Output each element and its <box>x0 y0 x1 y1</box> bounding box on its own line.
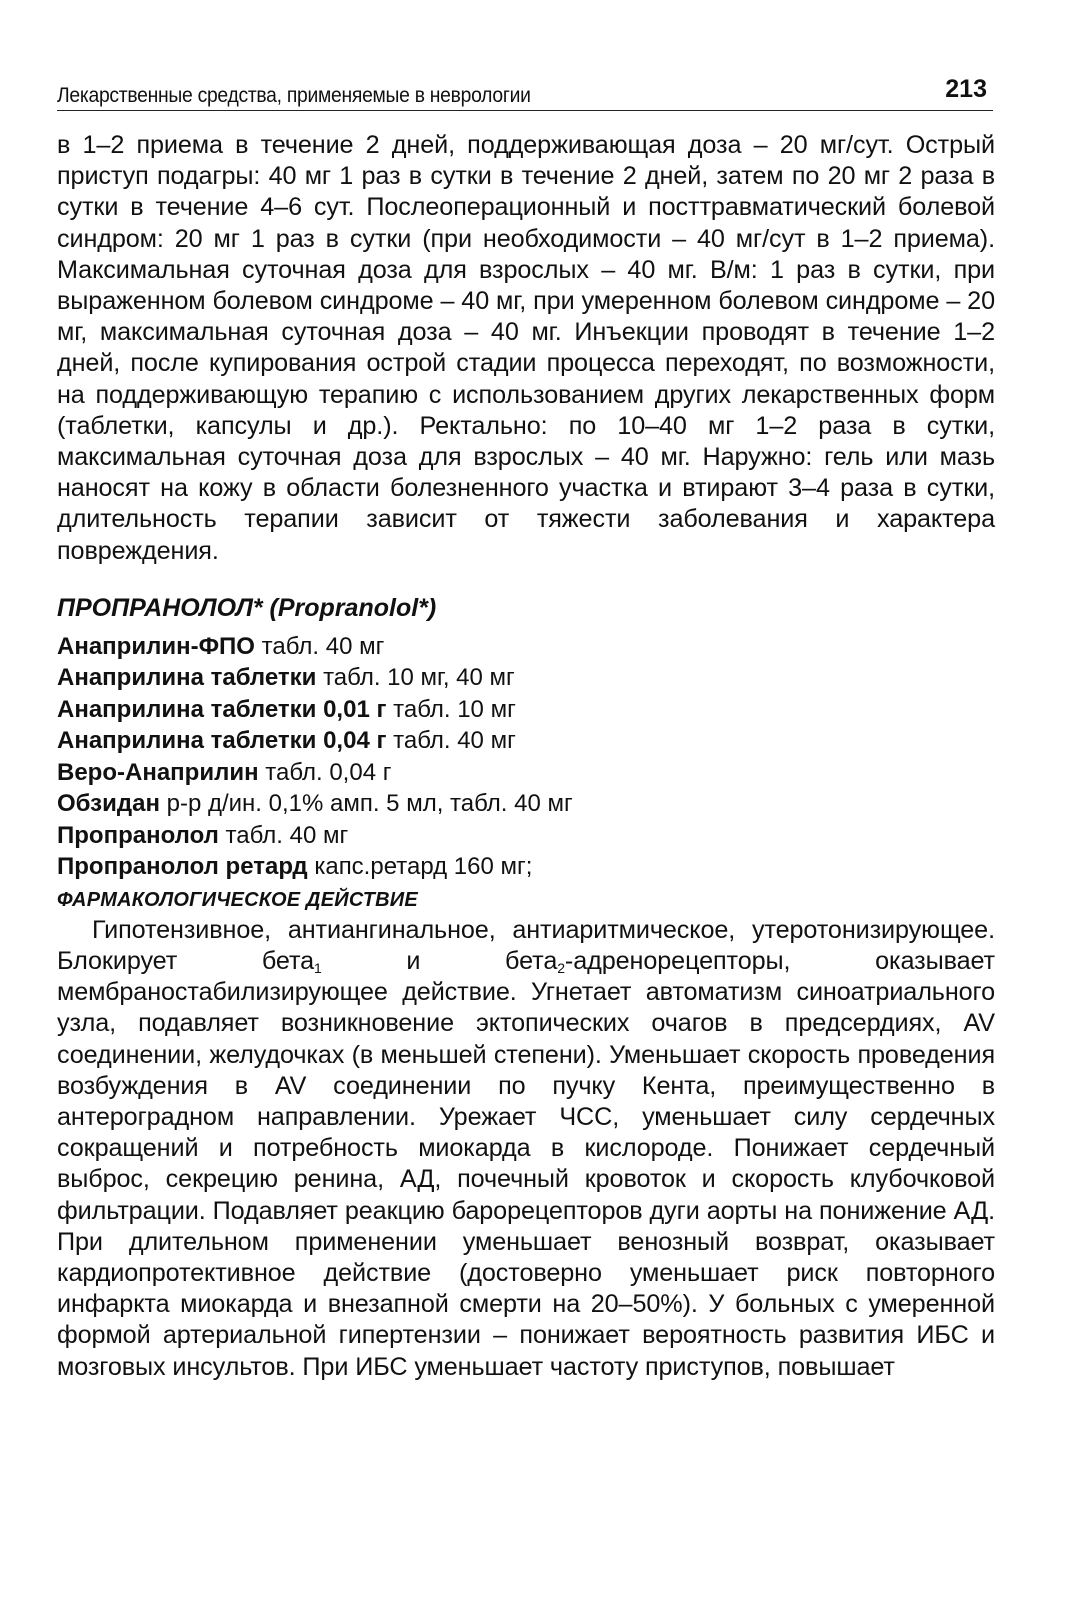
preparation-form: табл. 40 мг <box>225 821 349 849</box>
preparation-name: Анаприлина таблетки <box>57 664 317 692</box>
preparation-name: Пропранолол <box>57 821 219 849</box>
preparation-item <box>57 631 995 663</box>
preparation-item <box>57 694 995 726</box>
pharmacology-heading: ФАРМАКОЛОГИЧЕСКОЕ ДЕЙСТВИЕ <box>57 888 418 911</box>
preparation-form: табл. 0,04 г <box>265 758 392 786</box>
subscript-two: 2 <box>557 960 565 977</box>
preparation-name: Пропранолол ретард <box>57 853 308 881</box>
preparation-form: табл. 40 мг <box>261 632 385 660</box>
preparation-item <box>57 820 995 852</box>
preparation-name: Анаприлин-ФПО <box>57 632 255 660</box>
running-header <box>57 75 993 111</box>
preparation-form: капс.ретард 160 мг; <box>314 853 533 881</box>
preparation-item <box>57 788 995 820</box>
preparation-list <box>57 631 995 883</box>
preparation-name: Анаприлина таблетки 0,04 г <box>57 727 387 755</box>
preparation-item <box>57 662 995 694</box>
running-title: Лекарственные средства, применяемые в неврологии <box>57 84 531 107</box>
preparation-name: Обзидан <box>57 790 160 818</box>
intro-paragraph: в 1–2 приема в течение 2 дней, поддерживающая доза – 20 мг/сут. Острый приступ подагры: 40 мг 1 раз в сутки в течение 2 дней, затем по 20 мг 2 раза в сутки в течение 4–6 сут. Послеоперационный и посттравматический болевой синдром: 20 мг 1 раз в сутки (при необходимости – 40 мг/сут в 1–2 приема). Максимальная суточная доза для взрослых – 40 мг. В/м: 1 раз в сутки, при выраженном болевом синдроме – 40 мг, при умеренном болевом синдроме – 20 мг, максимальная суточная доза – 40 мг. Инъекции проводят в течение 1–2 дней, после купирования острой стадии процесса переходят, по возможности, на поддерживающую терапию с использованием других лекарственных форм (таблетки, капсулы и др.). Ректально: по 10–40 мг 1–2 раза в сутки, максимальная суточная доза для взрослых – 40 мг. Наружно: гель или мазь наносят на кожу в области болезненного участка и втирают 3–4 раза в сутки, длительность терапии зависит от тяжести заболевания и характера повреждения. <box>57 131 995 565</box>
preparation-name: Анаприлина таблетки 0,01 г <box>57 695 387 723</box>
pharmacology-text-part: Гипотензивное, антиангинальное, антиаритмическое, утеротонизирующее. Блокирует бета <box>57 915 995 976</box>
preparation-form: табл. 40 мг <box>393 727 516 755</box>
preparation-form: р-р д/ин. 0,1% амп. 5 мл, табл. 40 мг <box>166 790 573 818</box>
drug-heading: ПРОПРАНОЛОЛ* (Propranolol*) <box>57 593 437 622</box>
page-content <box>57 130 995 1383</box>
preparation-name: Веро-Анаприлин <box>57 758 259 786</box>
preparation-form: табл. 10 мг <box>393 695 516 723</box>
preparation-item <box>57 757 995 789</box>
page-number: 213 <box>945 75 987 103</box>
preparation-form: табл. 10 мг, 40 мг <box>323 664 515 692</box>
pharmacology-text-part: -адренорецепторы, оказывает мембраностабилизирующее действие. Угнетает автоматизм синоатриального узла, подавляет возникновение эктопических очагов в предсердиях, AV соединении, желудочках (в меньшей степени). Уменьшает скорость проведения возбуждения в AV соединении по пучку Кента, преимущественно в антероградном направлении. Урежает ЧСС, уменьшает силу сердечных сокращений и потребность миокарда в кислороде. Понижает сердечный выброс, секрецию ренина, АД, почечный кровоток и скорость клубочковой фильтрации. Подавляет реакцию барорецепторов дуги аорты на понижение АД. При длительном применении уменьшает венозный возврат, оказывает кардиопротективное действие (достоверно уменьшает риск повторного инфаркта миокарда и внезапной смерти на 20–50%). У больных с умеренной формой артериальной гипертензии – понижает вероятность развития ИБС и мозговых инсультов. При ИБС уменьшает частоту приступов, повышает <box>57 947 995 1381</box>
preparation-item <box>57 851 995 883</box>
preparation-item <box>57 725 995 757</box>
pharmacology-paragraph <box>57 915 995 1383</box>
pharmacology-text-part: и бета <box>321 947 558 976</box>
subscript-one: 1 <box>314 960 322 977</box>
